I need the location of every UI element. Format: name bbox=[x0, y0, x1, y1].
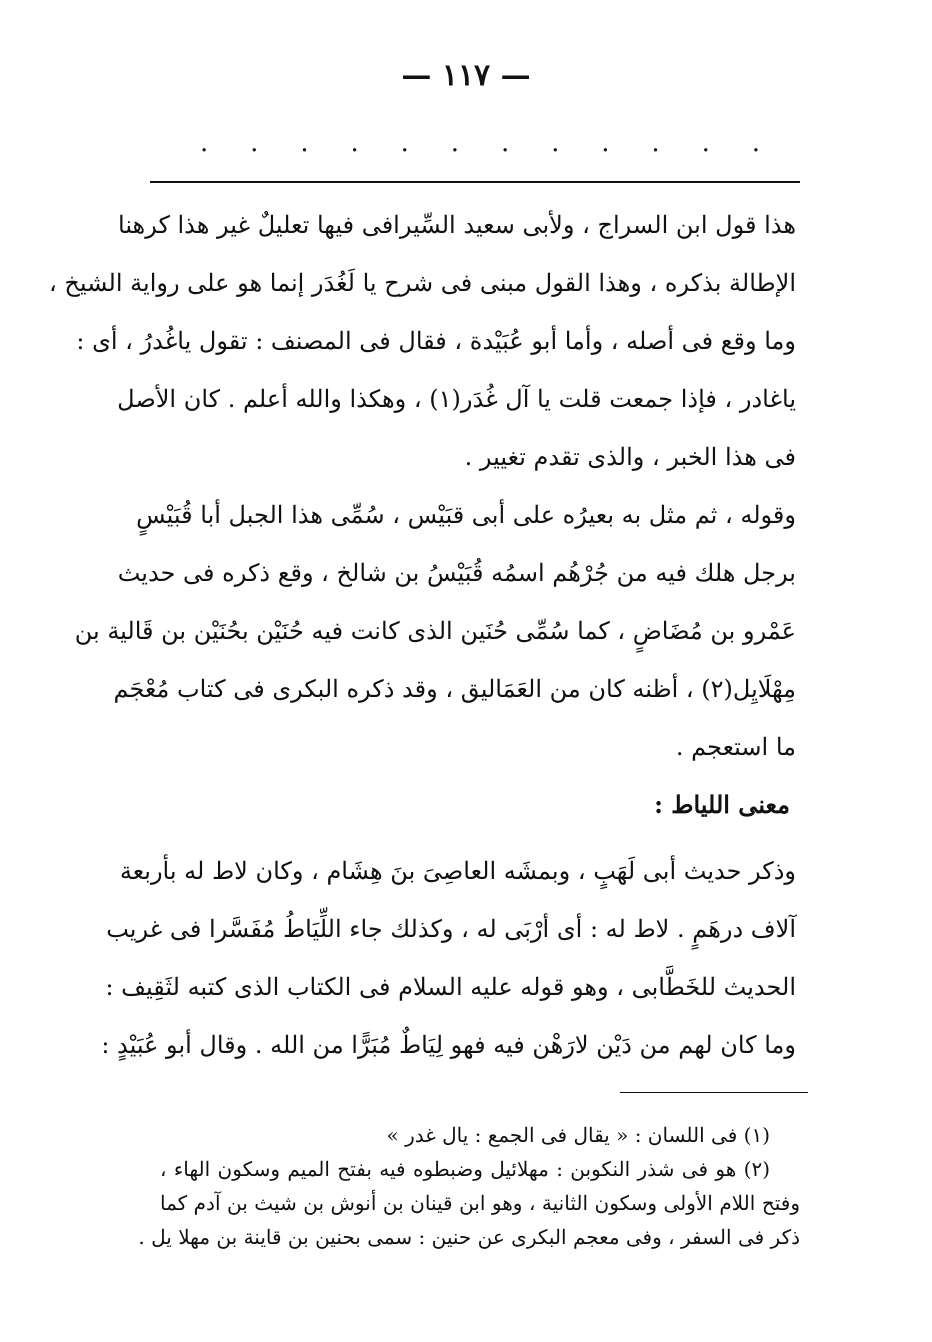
text-line: وذكر حديث أبى لَهَبٍ ، وبمشَه العاصِىَ بنَ هِشَام ، وكان لاط له بأربعة bbox=[119, 857, 796, 885]
paragraph-3 bbox=[101, 842, 796, 1074]
dot: . bbox=[551, 128, 560, 158]
paragraph-1 bbox=[49, 196, 796, 486]
page-number: — ١١٧ — bbox=[401, 58, 531, 93]
footnote-line: وفتح اللام الأولى وسكون الثانية ، وهو ابن قينان بن أنوش بن شيث بن آدم كما bbox=[160, 1191, 800, 1215]
text-line: هذا قول ابن السراج ، ولأبى سعيد السِّيرافى فيها تعليلٌ غير هذا كرهنا bbox=[118, 211, 796, 239]
dot: . bbox=[601, 128, 610, 158]
text-line: مِهْلَايِل(٢) ، أظنه كان من العَمَاليق ، وقد ذكره البكرى فى كتاب مُعْجَم bbox=[113, 675, 796, 703]
text-line: الإطالة بذكره ، وهذا القول مبنى فى شرح يا لَغُدَر إنما هو على رواية الشيخ ، bbox=[49, 269, 796, 297]
text-line: الحديث للخَطَّابى ، وهو قوله عليه السلام فى الكتاب الذى كتبه لثَقِيف : bbox=[105, 973, 796, 1001]
dot: . bbox=[500, 128, 510, 158]
text-line: وما كان لهم من دَيْن لارَهْن فيه فهو لِيَاطٌ مُبَرًّا من الله . وقال أبو عُبَيْدٍ : bbox=[101, 1031, 796, 1059]
dot: . bbox=[350, 128, 359, 158]
dot: . bbox=[701, 128, 710, 158]
footnote-rule bbox=[620, 1092, 808, 1093]
text-line: وما وقع فى أصله ، وأما أبو عُبَيْدة ، فقال فى المصنف : تقول ياغُدرُ ، أى : bbox=[76, 327, 796, 355]
paragraph-2 bbox=[74, 486, 796, 776]
dot: . bbox=[250, 128, 259, 158]
dot: . bbox=[200, 128, 209, 158]
dot: . bbox=[300, 128, 309, 158]
top-rule bbox=[150, 181, 800, 183]
section-heading: معنى اللياط : bbox=[654, 790, 790, 819]
dot: . bbox=[450, 128, 460, 158]
dot: . bbox=[651, 128, 660, 158]
text-line: فى هذا الخبر ، والذى تقدم تغيير . bbox=[464, 443, 796, 471]
footnote-line: (١) فى اللسان : « يقال فى الجمع : يال غدر » bbox=[386, 1123, 770, 1147]
text-line: ما استعجم . bbox=[675, 733, 796, 761]
text-line: وقوله ، ثم مثل به بعيرُه على أبى قبَيْس ، سُمِّى هذا الجبل أبا قُبَيْسٍ bbox=[136, 501, 796, 529]
dot: . bbox=[400, 128, 409, 158]
text-line: آلاف درهَمٍ . لاط له : أى أرْبَى له ، وكذلك جاء اللِّيَاطُ مُفَسَّرا فى غريب bbox=[106, 915, 796, 943]
footnote-line: (٢) هو فى شذر النكوبن : مهلائيل وضبطوه فيه بفتح الميم وسكون الهاء ، bbox=[160, 1157, 770, 1181]
text-line: برجل هلك فيه من جُرْهُم اسمُه قُبَيْسُ بن شالخ ، وقع ذكره فى حديث bbox=[117, 559, 796, 587]
decorative-dots bbox=[200, 128, 760, 158]
footnote-line: ذكر فى السفر ، وفى معجم البكرى عن حنين : سمى بحنين بن قاينة بن مهلا يل . bbox=[138, 1225, 800, 1249]
footnotes bbox=[138, 1118, 800, 1254]
text-line: عَمْرو بن مُضَاضٍ ، كما سُمِّى حُنَين الذى كانت فيه حُنَيْن بحُنَيْن بن قَالية بن bbox=[74, 617, 796, 645]
dot: . bbox=[751, 128, 760, 158]
text-line: ياغادر ، فإذا جمعت قلت يا آل غُدَر(١) ، وهكذا والله أعلم . كان الأصل bbox=[117, 385, 796, 413]
